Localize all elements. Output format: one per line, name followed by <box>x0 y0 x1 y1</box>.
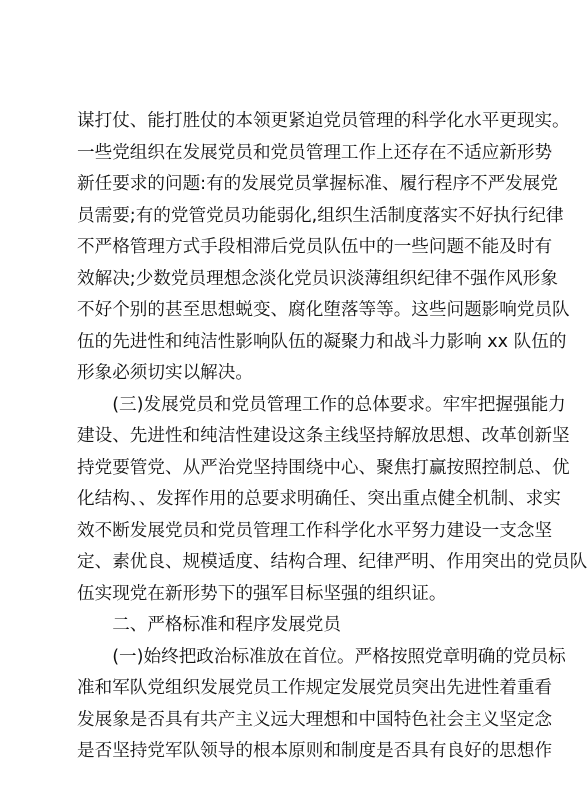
text-line: 伍实现党在新形势下的强军目标坚强的组织证。 <box>77 583 447 604</box>
section-heading: 二、严格标准和程序发展党员 <box>112 615 341 635</box>
text-line: 发展象是否具有共产主义远大理想和中国特色社会主义坚定念 <box>77 709 553 730</box>
text-line: 准和军队党组织发展党员工作规定发展党员突出先进性着重看 <box>77 678 553 698</box>
text-line: 效不断发展党员和党员管理工作科学化水平努力建设一支念坚 <box>77 520 553 541</box>
paragraph-start-line: (一)始终把政治标准放在首位。严格按照党章明确的党员标 <box>112 646 566 667</box>
text-line: 员需要;有的党管党员功能弱化,组织生活制度落实不好执行纪律 <box>77 205 564 226</box>
text-line: 谋打仗、能打胜仗的本领更紧迫党员管理的科学化水平更现实。 <box>77 111 570 131</box>
text-line: 不好个别的甚至思想蜕变、腐化堕落等等。这些问题影响党员队 <box>77 300 570 320</box>
text-line: 定、素优良、规模适度、结构合理、纪律严明、作用突出的党员队 <box>77 552 587 572</box>
text-line: 是否坚持党军队领导的根本原则和制度是否具有良好的思想作 <box>77 741 553 761</box>
text-line: 不严格管理方式手段相滞后党员队伍中的一些问题不能及时有 <box>77 237 553 257</box>
text-line: 建设、先进性和纯洁性建设这条主线坚持解放思想、改革创新坚 <box>77 426 570 446</box>
paragraph-start-line: (三)发展党员和党员管理工作的总体要求。牢牢把握强能力 <box>112 394 566 415</box>
text-line: 一些党组织在发展党员和党员管理工作上还存在不适应新形势 <box>77 142 553 163</box>
text-line: 化结构、、发挥作用的总要求明确任、突出重点健全机制、求实 <box>77 489 561 509</box>
document-body <box>77 106 587 768</box>
text-line: 持党要管党、从严治党坚持围绕中心、聚焦打赢按照控制总、优 <box>77 457 570 478</box>
text-line: 新任要求的问题:有的发展党员掌握标准、履行程序不严发展党 <box>77 174 558 194</box>
text-line: 形象必须切实以解决。 <box>77 363 253 383</box>
text-line: 伍的先进性和纯洁性影响队伍的凝聚力和战斗力影响 xx 队伍的 <box>77 331 567 352</box>
text-line: 效解决;少数党员理想念淡化党员识淡薄组织纪律不强作风形象 <box>77 268 558 289</box>
